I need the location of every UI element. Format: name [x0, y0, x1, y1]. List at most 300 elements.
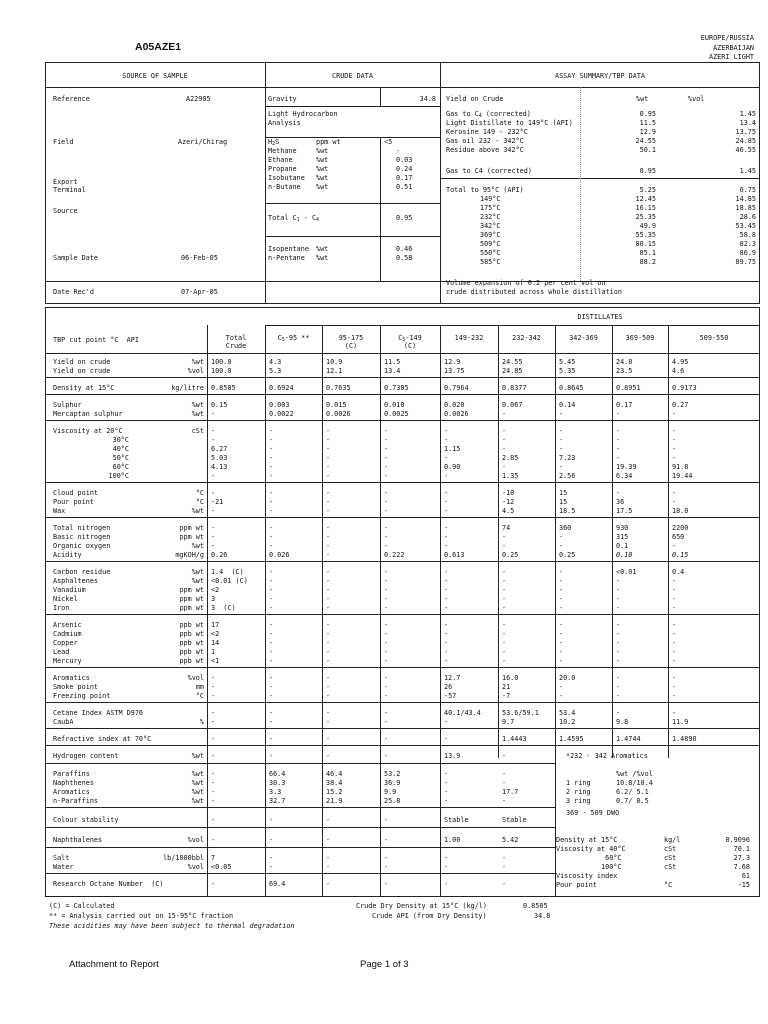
cell-value: -: [211, 674, 216, 682]
cell-value: 1.15: [444, 445, 461, 453]
region-line-2: AZERBAIJAN: [713, 44, 754, 52]
row-label: Mercury: [53, 657, 82, 665]
cell-value: 0.8951: [616, 384, 641, 392]
h2s-value: <5: [384, 138, 393, 146]
cell-value: -: [559, 630, 564, 638]
distillate-column-header: $C_5-149$ (C): [398, 334, 422, 350]
cell-value: -: [444, 735, 449, 743]
footer-attachment: Attachment to Report: [69, 959, 159, 970]
cell-value: 4.6: [672, 367, 685, 375]
propane-unit: %wt: [316, 165, 329, 173]
cell-value: -: [326, 752, 331, 760]
cell-value: 18.5: [559, 507, 576, 515]
row-label: Viscosity at 20°C: [53, 427, 123, 435]
cell-value: -: [616, 427, 621, 435]
cell-value: -: [326, 472, 331, 480]
cell-value: 7: [211, 854, 216, 862]
cell-value: -: [559, 427, 564, 435]
aromatics-ring-label: 1 ring: [566, 779, 591, 787]
cell-value: -: [269, 524, 274, 532]
row-unit: ppm wt: [179, 533, 204, 541]
ethane-unit: %wt: [316, 156, 329, 164]
cell-value: 1: [211, 648, 216, 656]
cell-value: -: [384, 498, 389, 506]
tbp-temp: 175°C: [480, 204, 501, 212]
cell-value: -: [559, 542, 564, 550]
ron-label: Research Octane Number (C): [53, 880, 164, 888]
row-unit: %wt: [191, 542, 204, 550]
cell-value: -: [502, 568, 507, 576]
distillate-column-header: 149-232: [454, 334, 484, 342]
cell-value: -: [502, 797, 507, 805]
cell-value: -: [269, 683, 274, 691]
row-label: Pour point: [53, 498, 94, 506]
isobutane-unit: %wt: [316, 174, 329, 182]
pna-label: n-Paraffins: [53, 797, 99, 805]
row-unit: %wt: [191, 577, 204, 585]
cell-value: -: [616, 586, 621, 594]
row-label: Carbon residue: [53, 568, 111, 576]
row-label: Wax: [53, 507, 66, 515]
cell-value: 1.4 (C): [211, 568, 244, 576]
footnote-calculated: (C) = Calculated: [49, 902, 115, 910]
distillates-title: DISTILLATES: [577, 313, 623, 321]
dwo-unit: cSt: [664, 854, 677, 862]
cell-value: -: [326, 816, 331, 824]
cell-value: -: [269, 630, 274, 638]
row-label: Aromatics: [53, 674, 90, 682]
row-label: Nickel: [53, 595, 78, 603]
cell-value: 1.00: [444, 836, 461, 844]
tbp-temp: 232°C: [480, 213, 501, 221]
cell-value: -: [211, 692, 216, 700]
cell-value: -: [444, 648, 449, 656]
cell-value: -: [211, 524, 216, 532]
cell-value: 15: [559, 498, 568, 506]
pna-label: Aromatics: [53, 788, 90, 796]
cell-value: -: [269, 454, 274, 462]
cell-value: -: [672, 630, 677, 638]
cell-value: -: [502, 648, 507, 656]
assay-summary-header: ASSAY SUMMARY/TBP DATA: [554, 72, 646, 80]
cell-value: 100.0: [211, 358, 232, 366]
cell-value: -: [269, 445, 274, 453]
tbp-temp: 550°C: [480, 249, 501, 257]
row-label: Organic oxygen: [53, 542, 111, 550]
cell-value: 0.026: [269, 551, 290, 559]
cell-value: -: [502, 639, 507, 647]
cell-value: 2.85: [502, 454, 519, 462]
water-label: Water: [53, 863, 74, 871]
cell-value: 0.14: [559, 401, 576, 409]
tbp-temp: 369°C: [480, 231, 501, 239]
row-unit: ppb wt: [179, 657, 204, 665]
cell-value: -: [444, 472, 449, 480]
cell-value: 2200: [672, 524, 689, 532]
cell-value: -: [211, 507, 216, 515]
row-unit: %wt: [191, 410, 204, 418]
assay-row-label: Gas oil 232 - 342°C: [446, 137, 524, 145]
gas-c4-label: Gas to C4 (corrected): [446, 167, 532, 175]
cell-value: -: [326, 709, 331, 717]
cell-value: 3: [211, 595, 216, 603]
tbp-vol: 58.8: [739, 231, 756, 239]
cell-value: -: [616, 648, 621, 656]
cell-value: 930: [616, 524, 629, 532]
cell-value: -: [559, 445, 564, 453]
cell-value: 6.27: [211, 445, 228, 453]
cell-value: -: [672, 445, 677, 453]
cell-value: 21.9: [326, 797, 343, 805]
cell-value: -: [502, 410, 507, 418]
row-label: Asphaltenes: [53, 577, 99, 585]
cell-value: -: [326, 586, 331, 594]
cell-value: -: [269, 692, 274, 700]
cell-value: 24.85: [502, 367, 523, 375]
cell-value: 20.0: [559, 674, 576, 682]
cell-value: -: [672, 604, 677, 612]
cell-value: 23.5: [616, 367, 633, 375]
cell-value: -: [211, 752, 216, 760]
cell-value: -: [559, 436, 564, 444]
cell-value: 0.25: [502, 551, 519, 559]
npentane-label: n-Pentane: [268, 254, 305, 262]
cell-value: -: [559, 657, 564, 665]
cell-value: 10.2: [559, 718, 576, 726]
cell-value: 0.015: [326, 401, 347, 409]
tbp-vol: 28.6: [739, 213, 756, 221]
cell-value: 17.7: [502, 788, 519, 796]
cell-value: -: [672, 657, 677, 665]
cell-value: 0.15: [672, 551, 689, 559]
cell-value: -: [616, 410, 621, 418]
row-label: Arsenic: [53, 621, 82, 629]
row-unit: cSt: [191, 427, 204, 435]
cell-value: -: [672, 489, 677, 497]
cell-value: -: [616, 630, 621, 638]
cell-value: -: [672, 498, 677, 506]
cell-value: -: [326, 577, 331, 585]
pna-unit: %wt: [191, 779, 204, 787]
cell-value: -: [269, 507, 274, 515]
cell-value: -: [502, 595, 507, 603]
cell-value: -: [672, 577, 677, 585]
cell-value: -: [326, 595, 331, 603]
sample-date-value: 06-Feb-05: [181, 254, 218, 262]
pna-unit: %wt: [191, 797, 204, 805]
cell-value: -: [672, 427, 677, 435]
cell-value: -: [211, 735, 216, 743]
tbp-temp: 509°C: [480, 240, 501, 248]
distillate-column-header: 232-342: [512, 334, 541, 342]
cell-value: -: [444, 436, 449, 444]
cell-value: 1.4890: [672, 735, 697, 743]
cell-value: -: [616, 595, 621, 603]
cell-value: -: [269, 427, 274, 435]
cell-value: -: [211, 533, 216, 541]
row-unit: %wt: [191, 507, 204, 515]
cell-value: -: [326, 674, 331, 682]
isobutane-label: Isobutane: [268, 174, 305, 182]
cell-value: Stable: [502, 816, 527, 824]
cell-value: -: [502, 752, 507, 760]
cell-value: -: [384, 489, 389, 497]
cell-value: -: [269, 718, 274, 726]
tbp-temp: 149°C: [480, 195, 501, 203]
tbp-vol: 82.3: [739, 240, 756, 248]
cell-value: -: [211, 472, 216, 480]
row-unit: ppb wt: [179, 639, 204, 647]
cell-value: -: [384, 718, 389, 726]
row-label: Total nitrogen: [53, 524, 111, 532]
cell-value: -: [502, 779, 507, 787]
cell-value: 2.56: [559, 472, 576, 480]
cell-value: 0.0022: [269, 410, 294, 418]
cell-value: -: [211, 797, 216, 805]
cell-value: 4.5: [502, 507, 515, 515]
cell-value: 19.39: [616, 463, 637, 471]
api-label: Crude API (from Dry Density): [372, 912, 487, 920]
cell-value: -: [616, 445, 621, 453]
dwo-value: -15: [737, 881, 750, 889]
assay-row-label: Light Distillate to 149°C (API): [446, 119, 573, 127]
distillate-column-header: 509-550: [699, 334, 729, 342]
cell-value: -: [326, 551, 331, 559]
cell-value: -: [384, 568, 389, 576]
cell-value: -: [672, 595, 677, 603]
cell-value: -: [502, 586, 507, 594]
cell-value: -: [384, 854, 389, 862]
cell-value: 36: [616, 498, 625, 506]
cell-value: -: [211, 427, 216, 435]
dry-density-value: 0.8505: [523, 902, 548, 910]
cell-value: 0.613: [444, 551, 465, 559]
row-label: 100°C: [108, 472, 129, 480]
cell-value: <0.01: [616, 568, 637, 576]
row-label: 60°C: [112, 463, 129, 471]
terminal-label: Terminal: [53, 186, 86, 194]
row-label: CaubA: [53, 718, 74, 726]
aromatics-ring-label: 3 ring: [566, 797, 591, 805]
distillate-column-header: 369-509: [625, 334, 655, 342]
cell-value: -: [269, 657, 274, 665]
cell-value: -: [326, 854, 331, 862]
cell-value: -: [269, 586, 274, 594]
cell-value: 1.4443: [502, 735, 527, 743]
cell-value: -: [269, 639, 274, 647]
cell-value: 74: [502, 524, 511, 532]
row-label: Yield on crude: [53, 367, 111, 375]
assay-row-label: Kerosine 149 - 232°C: [446, 128, 528, 136]
cell-value: 13.75: [444, 367, 465, 375]
cell-value: -: [672, 586, 677, 594]
cell-value: 14: [211, 639, 220, 647]
naphthalenes-label: Naphthalenes: [53, 836, 103, 844]
assay-row-vol: 1.45: [739, 110, 756, 118]
tbp-wt: 49.9: [639, 222, 656, 230]
cell-value: 1.4595: [559, 735, 584, 743]
cell-value: 0.020: [444, 401, 465, 409]
row-unit: ppb wt: [179, 621, 204, 629]
tbp-vol: 89.75: [735, 258, 756, 266]
cell-value: -: [559, 648, 564, 656]
cell-value: -: [502, 630, 507, 638]
row-label: 30°C: [112, 436, 129, 444]
total-c1-c4-value: 0.95: [396, 214, 413, 222]
cell-value: 12.9: [444, 358, 461, 366]
cell-value: -: [269, 542, 274, 550]
cell-value: -: [269, 854, 274, 862]
cell-value: 36.9: [384, 779, 401, 787]
dwo-unit: cSt: [664, 845, 677, 853]
row-label: Freezing point: [53, 692, 111, 700]
cell-value: -: [616, 639, 621, 647]
tbp-wt: 85.1: [639, 249, 656, 257]
row-label: 40°C: [112, 445, 129, 453]
cell-value: 5.3: [269, 367, 282, 375]
cell-value: 0.0026: [326, 410, 351, 418]
sample-date-label: Sample Date: [53, 254, 99, 262]
row-unit: %wt: [191, 568, 204, 576]
tbp-wt: 88.2: [639, 258, 656, 266]
gas-c4-vol: 1.45: [739, 167, 756, 175]
tbp-temp: 585°C: [480, 258, 501, 266]
cell-value: -: [444, 542, 449, 550]
field-value: Azeri/Chirag: [178, 138, 228, 146]
cell-value: -: [444, 797, 449, 805]
cell-value: -: [326, 692, 331, 700]
cell-value: -: [672, 542, 677, 550]
cell-value: 0.4: [672, 568, 685, 576]
cell-value: 4.13: [211, 463, 228, 471]
row-label: Basic nitrogen: [53, 533, 111, 541]
h2s-label: $H_2S$: [268, 138, 280, 147]
reference-label: Reference: [53, 95, 90, 103]
cell-value: -: [502, 863, 507, 871]
cell-value: -: [211, 709, 216, 717]
cell-value: -: [326, 498, 331, 506]
row-label: Cadmium: [53, 630, 82, 638]
cell-value: -: [384, 604, 389, 612]
cell-value: -: [444, 657, 449, 665]
cell-value: -: [672, 639, 677, 647]
row-label: Lead: [53, 648, 70, 656]
cell-value: -: [211, 718, 216, 726]
ethane-label: Ethane: [268, 156, 293, 164]
cell-value: 19.44: [672, 472, 693, 480]
cell-value: -: [211, 683, 216, 691]
isopentane-value: 0.46: [396, 245, 413, 253]
cell-value: 25.8: [384, 797, 401, 805]
cell-value: -: [559, 692, 564, 700]
cell-value: -: [559, 463, 564, 471]
assay-row-label: Residue above 342°C: [446, 146, 524, 154]
cell-value: <2: [211, 630, 220, 638]
cell-value: 0.0025: [384, 410, 409, 418]
cell-value: 3 (C): [211, 604, 236, 612]
cell-value: 0.8645: [559, 384, 584, 392]
cell-value: 0.222: [384, 551, 405, 559]
row-label: Mercaptan sulphur: [53, 410, 123, 418]
cell-value: <2: [211, 586, 220, 594]
cell-value: 0.1: [616, 542, 629, 550]
isopentane-label: Isopentane: [268, 245, 309, 253]
cell-value: -: [211, 436, 216, 444]
cell-value: -: [384, 816, 389, 824]
cell-value: -: [326, 683, 331, 691]
cell-value: -: [616, 577, 621, 585]
cell-value: -: [672, 410, 677, 418]
cell-value: -: [444, 604, 449, 612]
cell-value: -: [269, 836, 274, 844]
cell-value: -: [326, 533, 331, 541]
cell-value: -: [211, 410, 216, 418]
row-unit: °C: [195, 692, 204, 700]
cell-value: -: [616, 692, 621, 700]
cell-value: -: [269, 816, 274, 824]
cell-value: -12: [502, 498, 515, 506]
cell-value: 30.3: [269, 779, 286, 787]
row-unit: ppb wt: [179, 630, 204, 638]
cell-value: -: [444, 788, 449, 796]
date-recd-value: 07-Apr-05: [181, 288, 218, 296]
cell-value: -: [211, 489, 216, 497]
cell-value: -: [672, 436, 677, 444]
pna-unit: %wt: [191, 770, 204, 778]
cell-value: -: [384, 586, 389, 594]
cell-value: 15: [559, 489, 568, 497]
crude-data-header: CRUDE DATA: [332, 72, 373, 80]
cell-value: -: [384, 709, 389, 717]
cell-value: 3.3: [269, 788, 282, 796]
aromatics-title: *232 - 342 Aromatics: [566, 752, 648, 760]
cell-value: -: [326, 507, 331, 515]
cell-value: -: [326, 836, 331, 844]
dwo-unit: °C: [664, 881, 673, 889]
cell-value: -: [559, 604, 564, 612]
naphthalenes-unit: %vol: [187, 836, 204, 844]
document-code: A05AZE1: [135, 41, 182, 53]
cell-value: 0.10: [616, 551, 633, 559]
cell-value: -: [326, 863, 331, 871]
cell-value: -: [444, 863, 449, 871]
salt-unit: lb/1000bbl: [163, 854, 204, 862]
export-label: Export: [53, 178, 78, 186]
cell-value: -: [559, 639, 564, 647]
cell-value: -: [444, 533, 449, 541]
source-label: Source: [53, 207, 78, 215]
cell-value: -: [559, 621, 564, 629]
cell-value: 0.7305: [384, 384, 409, 392]
cell-value: 6.34: [616, 472, 633, 480]
assay-col-wt: %wt: [636, 95, 649, 103]
cell-value: 17.5: [616, 507, 633, 515]
tbp-vol: 14.85: [735, 195, 756, 203]
assay-row-wt: 24.55: [635, 137, 656, 145]
cell-value: 5.42: [502, 836, 519, 844]
tbp-wt: 80.15: [635, 240, 656, 248]
distillate-column-header: $C_5-95$ **: [277, 334, 310, 343]
cell-value: 53.6/59.1: [502, 709, 539, 717]
cell-value: -: [502, 577, 507, 585]
cell-value: -: [444, 779, 449, 787]
row-unit: °C: [195, 498, 204, 506]
cell-value: -: [269, 674, 274, 682]
tbp-vol: 6.75: [739, 186, 756, 194]
pna-unit: %wt: [191, 788, 204, 796]
cell-value: -: [384, 836, 389, 844]
reference-value: A22905: [186, 95, 211, 103]
